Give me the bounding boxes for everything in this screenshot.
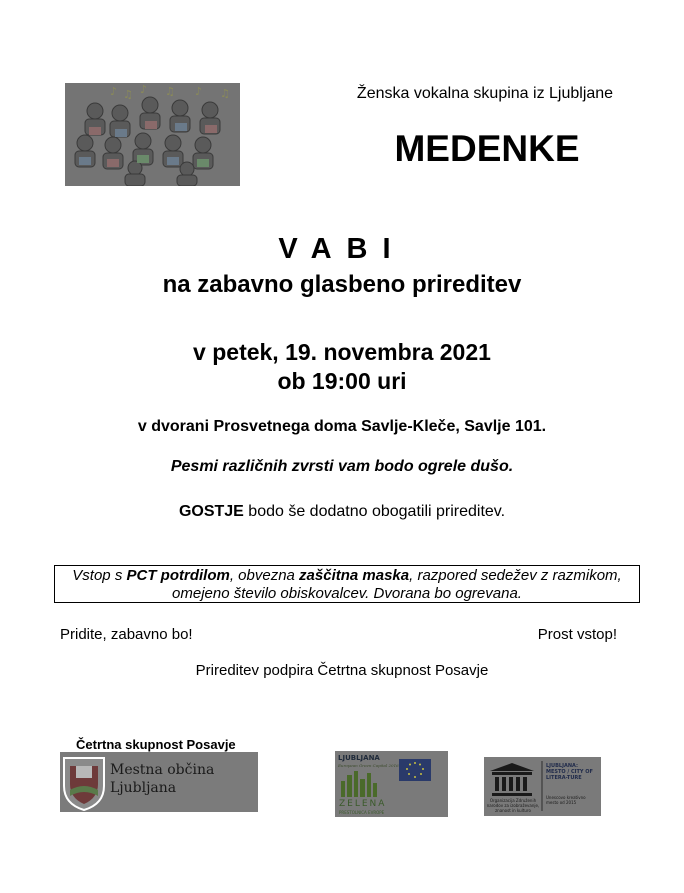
- mol-logo-line2: Ljubljana: [110, 780, 177, 796]
- svg-text:♪: ♪: [110, 85, 118, 98]
- mol-logo-line1: Mestna občina: [110, 762, 215, 778]
- svg-text:♪: ♪: [140, 83, 148, 96]
- notice-part-3: , razpored sedežev z razmikom, omejeno število obiskovalcev. Dvorana bo ogrevana.: [172, 567, 622, 602]
- guests-rest: bodo še dodatno obogatili prireditev.: [243, 503, 506, 520]
- notice-bold-pct: PCT potrdilom: [126, 567, 230, 584]
- svg-text:♪: ♪: [195, 85, 203, 98]
- green-capital-zelena-sub: PRESTOLNICA EVROPE: [339, 810, 385, 815]
- event-time: ob 19:00 uri: [277, 368, 407, 394]
- green-capital-subtitle: European Green Capital 2016: [338, 763, 399, 768]
- guests-bold: GOSTJE: [178, 503, 244, 520]
- entry-notice-box: [54, 565, 640, 603]
- choir-subtitle: Ženska vokalna skupina iz Ljubljane: [356, 85, 614, 102]
- footer-right-text: Prost vstop!: [537, 626, 617, 643]
- songs-line: Pesmi različnih zvrsti vam bodo ogrele dušo.: [170, 458, 514, 475]
- green-capital-title: LJUBLJANA: [338, 754, 380, 762]
- choir-illustration: [65, 83, 240, 186]
- svg-text:♫: ♫: [165, 85, 175, 98]
- unesco-logo-city: LJUBLJANA: MESTO / CITY OF LITERA-TURE: [546, 763, 593, 781]
- support-line: Prireditev podpira Četrtna skupnost Posavje: [195, 662, 489, 679]
- notice-part-2: , obvezna: [229, 567, 300, 584]
- guests-line: [0, 503, 684, 521]
- notice-part-1: Vstop s: [72, 567, 127, 584]
- footer-left-text: Pridite, zabavno bo!: [60, 626, 193, 643]
- invite-heading: VABI: [278, 233, 406, 265]
- event-subheading: na zabavno glasbeno prireditev: [162, 271, 522, 298]
- logo-caption: Četrtna skupnost Posavje: [76, 737, 236, 752]
- svg-text:♫: ♫: [220, 87, 230, 100]
- notice-bold-mask: zaščitna maska: [299, 567, 410, 584]
- choir-title: MEDENKE: [394, 128, 580, 169]
- event-venue: v dvorani Prosvetnega doma Savlje-Kleče, Savlje 101.: [137, 418, 547, 435]
- green-capital-zelena: ZELENA: [339, 799, 387, 809]
- mol-logo: [60, 752, 258, 812]
- green-capital-logo: [335, 751, 448, 817]
- svg-text:♫: ♫: [123, 88, 133, 101]
- unesco-logo: [484, 757, 601, 816]
- unesco-logo-creative: Unescovo kreativno mesto od 2015: [546, 795, 586, 805]
- unesco-logo-org: Organizacija Združenih narodov za izobraževanje, znanost in kulturo: [486, 798, 540, 813]
- event-date: v petek, 19. novembra 2021: [193, 339, 491, 365]
